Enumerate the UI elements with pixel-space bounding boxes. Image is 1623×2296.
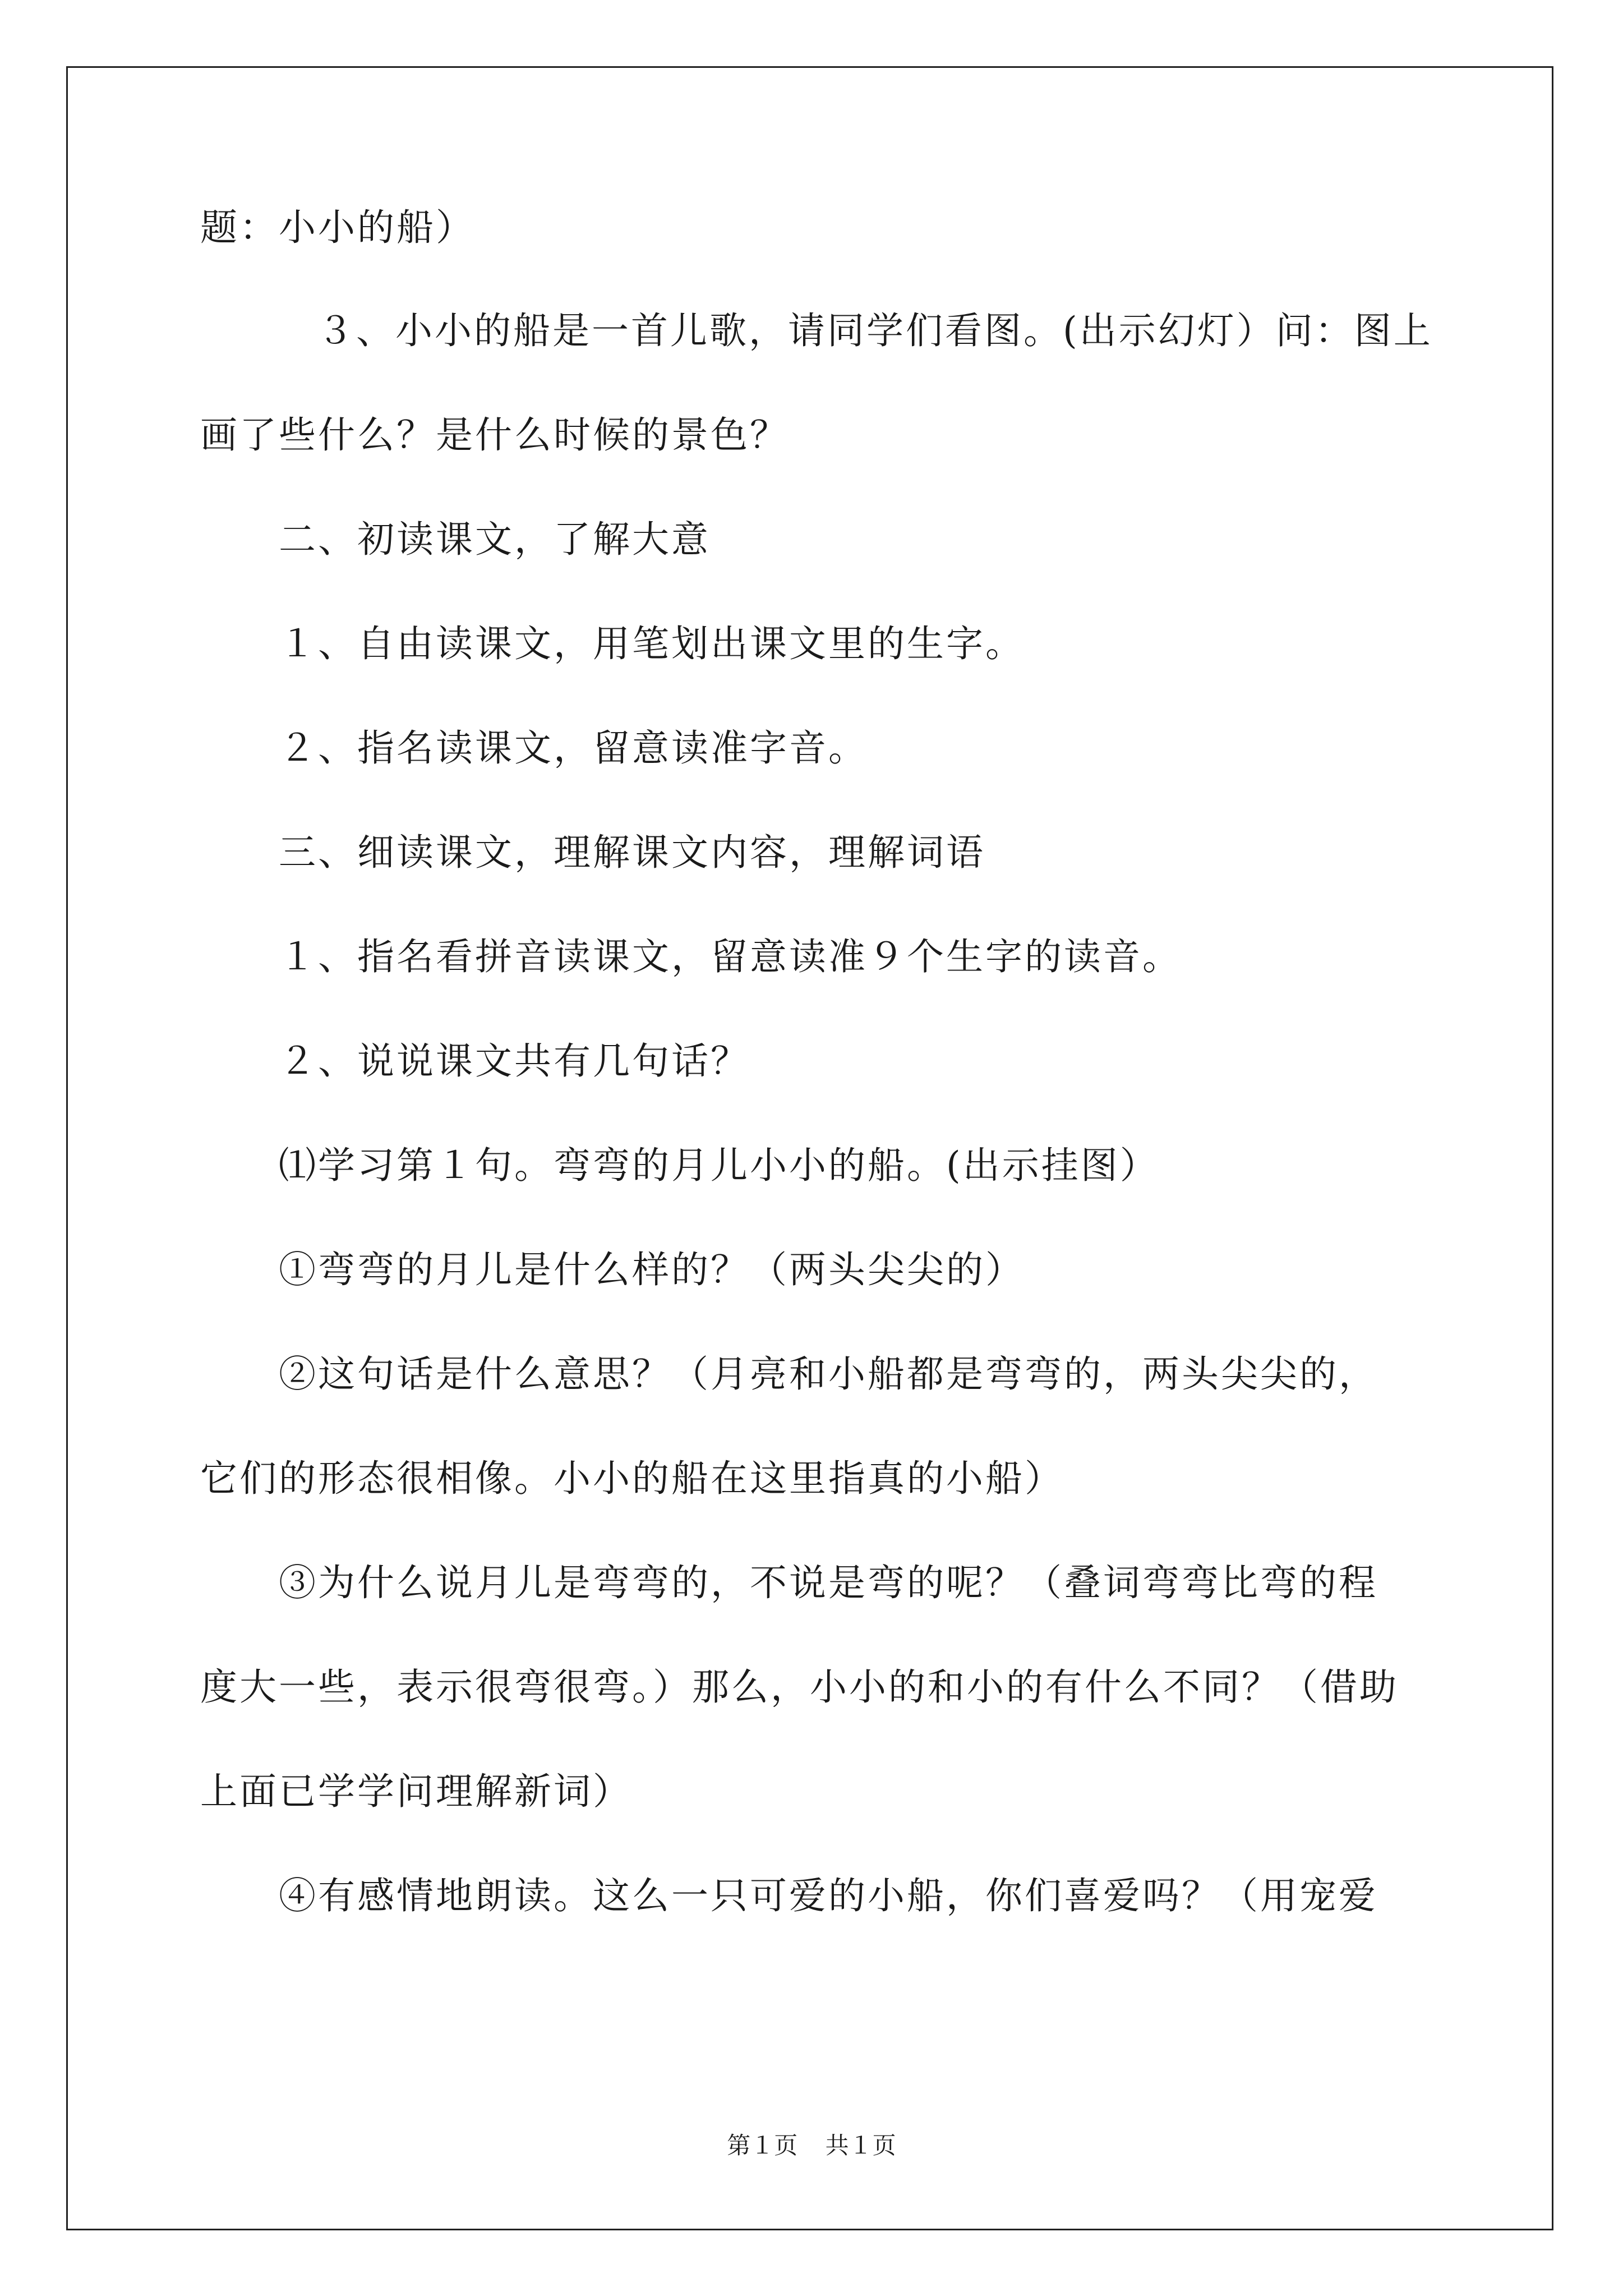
text-line-5: １、自由读课文，用笔划出课文里的生字。 (200, 622, 1025, 665)
text-line-10: ⑴学习第１句。弯弯的月儿小小的船。(出示挂图） (200, 1144, 1159, 1187)
text-line-9: ２、说说课文共有几句话？ (200, 1039, 750, 1083)
text-line-4: 二、初读课文，了解大意 (200, 518, 711, 561)
text-line-2: ３、小小的船是一首儿歌，请同学们看图。(出示幻灯）问：图上 (278, 309, 1433, 352)
page-number: 第１页 (727, 2132, 798, 2159)
text-line-6: ２、指名读课文，留意读准字音。 (200, 726, 868, 770)
page-footer (0, 2132, 1623, 2160)
text-line-16: 上面已学学问理解新词） (200, 1770, 632, 1813)
page-total: 共１页 (825, 2132, 896, 2159)
text-line-1: 题：小小的船） (200, 206, 475, 249)
text-line-7: 三、细读课文，理解课文内容，理解词语 (200, 831, 985, 874)
text-line-14: ③为什么说月儿是弯弯的，不说是弯的呢？（叠词弯弯比弯的程 (200, 1561, 1378, 1604)
text-line-15: 度大一些，表示很弯很弯。）那么，小小的和小的有什么不同？（借助 (200, 1665, 1399, 1709)
text-line-3: 画了些什么？是什么时候的景色？ (200, 413, 789, 457)
text-line-8: １、指名看拼音读课文，留意读准９个生字的读音。 (200, 935, 1182, 978)
text-line-17: ④有感情地朗读。这么一只可爱的小船，你们喜爱吗？（用宠爱 (200, 1874, 1378, 1917)
text-line-13: 它们的形态很相像。小小的船在这里指真的小船） (200, 1457, 1064, 1500)
text-line-11: ①弯弯的月儿是什么样的？（两头尖尖的） (200, 1248, 1025, 1291)
text-line-12: ②这句话是什么意思？（月亮和小船都是弯弯的，两头尖尖的， (200, 1352, 1378, 1396)
